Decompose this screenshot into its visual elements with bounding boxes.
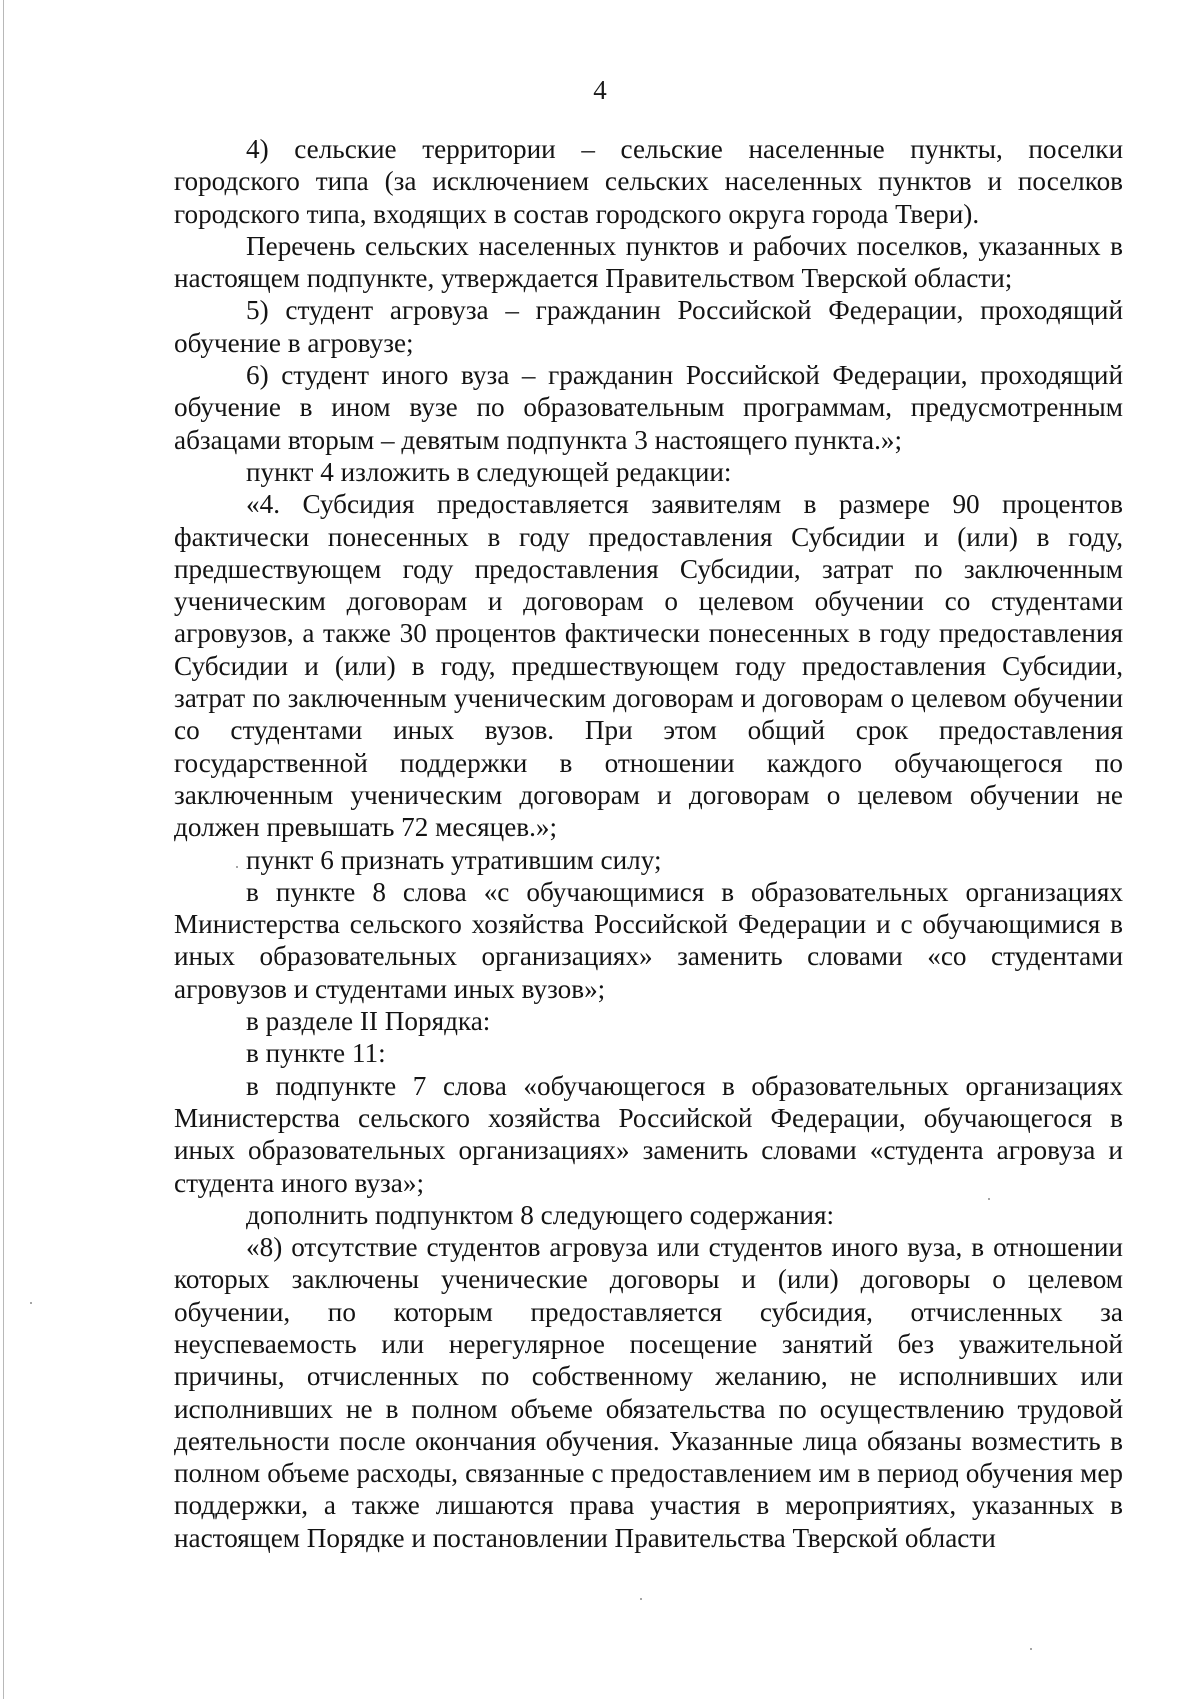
- scan-edge-line: [3, 0, 4, 1699]
- scan-speck: [1030, 1648, 1032, 1650]
- paragraph-rural-territories: 4) сельские территории – сельские населенные пункты, поселки городского типа (за исключением сельских населенных пунктов и поселков городского типа, входящих в состав городского округа города Твери).: [174, 134, 1123, 229]
- paragraph-clause-4-text: «4. Субсидия предоставляется заявителям в размере 90 процентов фактически понесенных в году предоставления Субсидии и (или) в году, предшествующем году предоставления Субсидии, затрат по заключенным ученическим договорам и договорам о целевом обучении со студентами агровузов, а также 30 процентов фактически понесенных в году предоставления Субсидии и (или) в году, предшествующем году предоставления Субсидии, затрат по заключенным ученическим договорам и договорам о целевом обучении со студентами иных вузов. При этом общий срок предоставления государственной поддержки в отношении каждого обучающегося по заключенным ученическим договорам и договорам о целевом обучении не должен превышать 72 месяцев.»;: [174, 489, 1123, 843]
- page-number: 4: [593, 75, 607, 105]
- paragraph-clause-4-intro: пункт 4 изложить в следующей редакции:: [246, 456, 732, 487]
- document-body: [174, 133, 1123, 1554]
- paragraph-agro-student: 5) студент агровуза – гражданин Российской Федерации, проходящий обучение в агровузе;: [174, 295, 1123, 358]
- paragraph-add-subclause-8: дополнить подпунктом 8 следующего содержания:: [246, 1199, 835, 1230]
- scan-speck: [236, 866, 238, 868]
- scan-speck: [988, 1198, 990, 1200]
- paragraph-clause-11: в пункте 11:: [246, 1038, 386, 1069]
- paragraph-clause-8: в пункте 8 слова «с обучающимися в образовательных организациях Министерства сельского хозяйства Российской Федерации и с обучающимися в иных образовательных организациях» заменить словами «со студентами агровузов и студентами иных вузов»;: [174, 876, 1123, 1004]
- scan-speck: [640, 1598, 642, 1600]
- paragraph-subclause-8-text: «8) отсутствие студентов агровуза или студентов иного вуза, в отношении которых заключены ученические договоры и (или) договоры о целевом обучении, по которым предоставляется субсидия, отчисленных за неуспеваемость или нерегулярное посещение занятий без уважительной причины, отчисленных по собственному желанию, не исполнивших или исполнивших не в полном объеме обязательства по осуществлению трудовой деятельности после окончания обучения. Указанные лица обязаны возместить в полном объеме расходы, связанные с предоставлением им в период обучения мер поддержки, а также лишаются права участия в мероприятиях, указанных в настоящем Порядке и постановлении Правительства Тверской области: [174, 1232, 1123, 1553]
- paragraph-subclause-7: в подпункте 7 слова «обучающегося в образовательных организациях Министерства сельского хозяйства Российской Федерации, обучающегося в иных образовательных организациях» заменить словами «студента агровуза и студента иного вуза»;: [174, 1070, 1123, 1198]
- paragraph-settlements-list: Перечень сельских населенных пунктов и рабочих поселков, указанных в настоящем подпункте, утверждается Правительством Тверской области;: [174, 230, 1123, 294]
- paragraph-other-student: 6) студент иного вуза – гражданин Российской Федерации, проходящий обучение в ином вузе по образовательным программам, предусмотренным абзацами вторым – девятым подпункта 3 настоящего пункта.»;: [174, 360, 1123, 455]
- paragraph-clause-6: пункт 6 признать утратившим силу;: [246, 844, 662, 875]
- scan-speck: [30, 1302, 32, 1304]
- paragraph-section-2: в разделе II Порядка:: [246, 1006, 491, 1037]
